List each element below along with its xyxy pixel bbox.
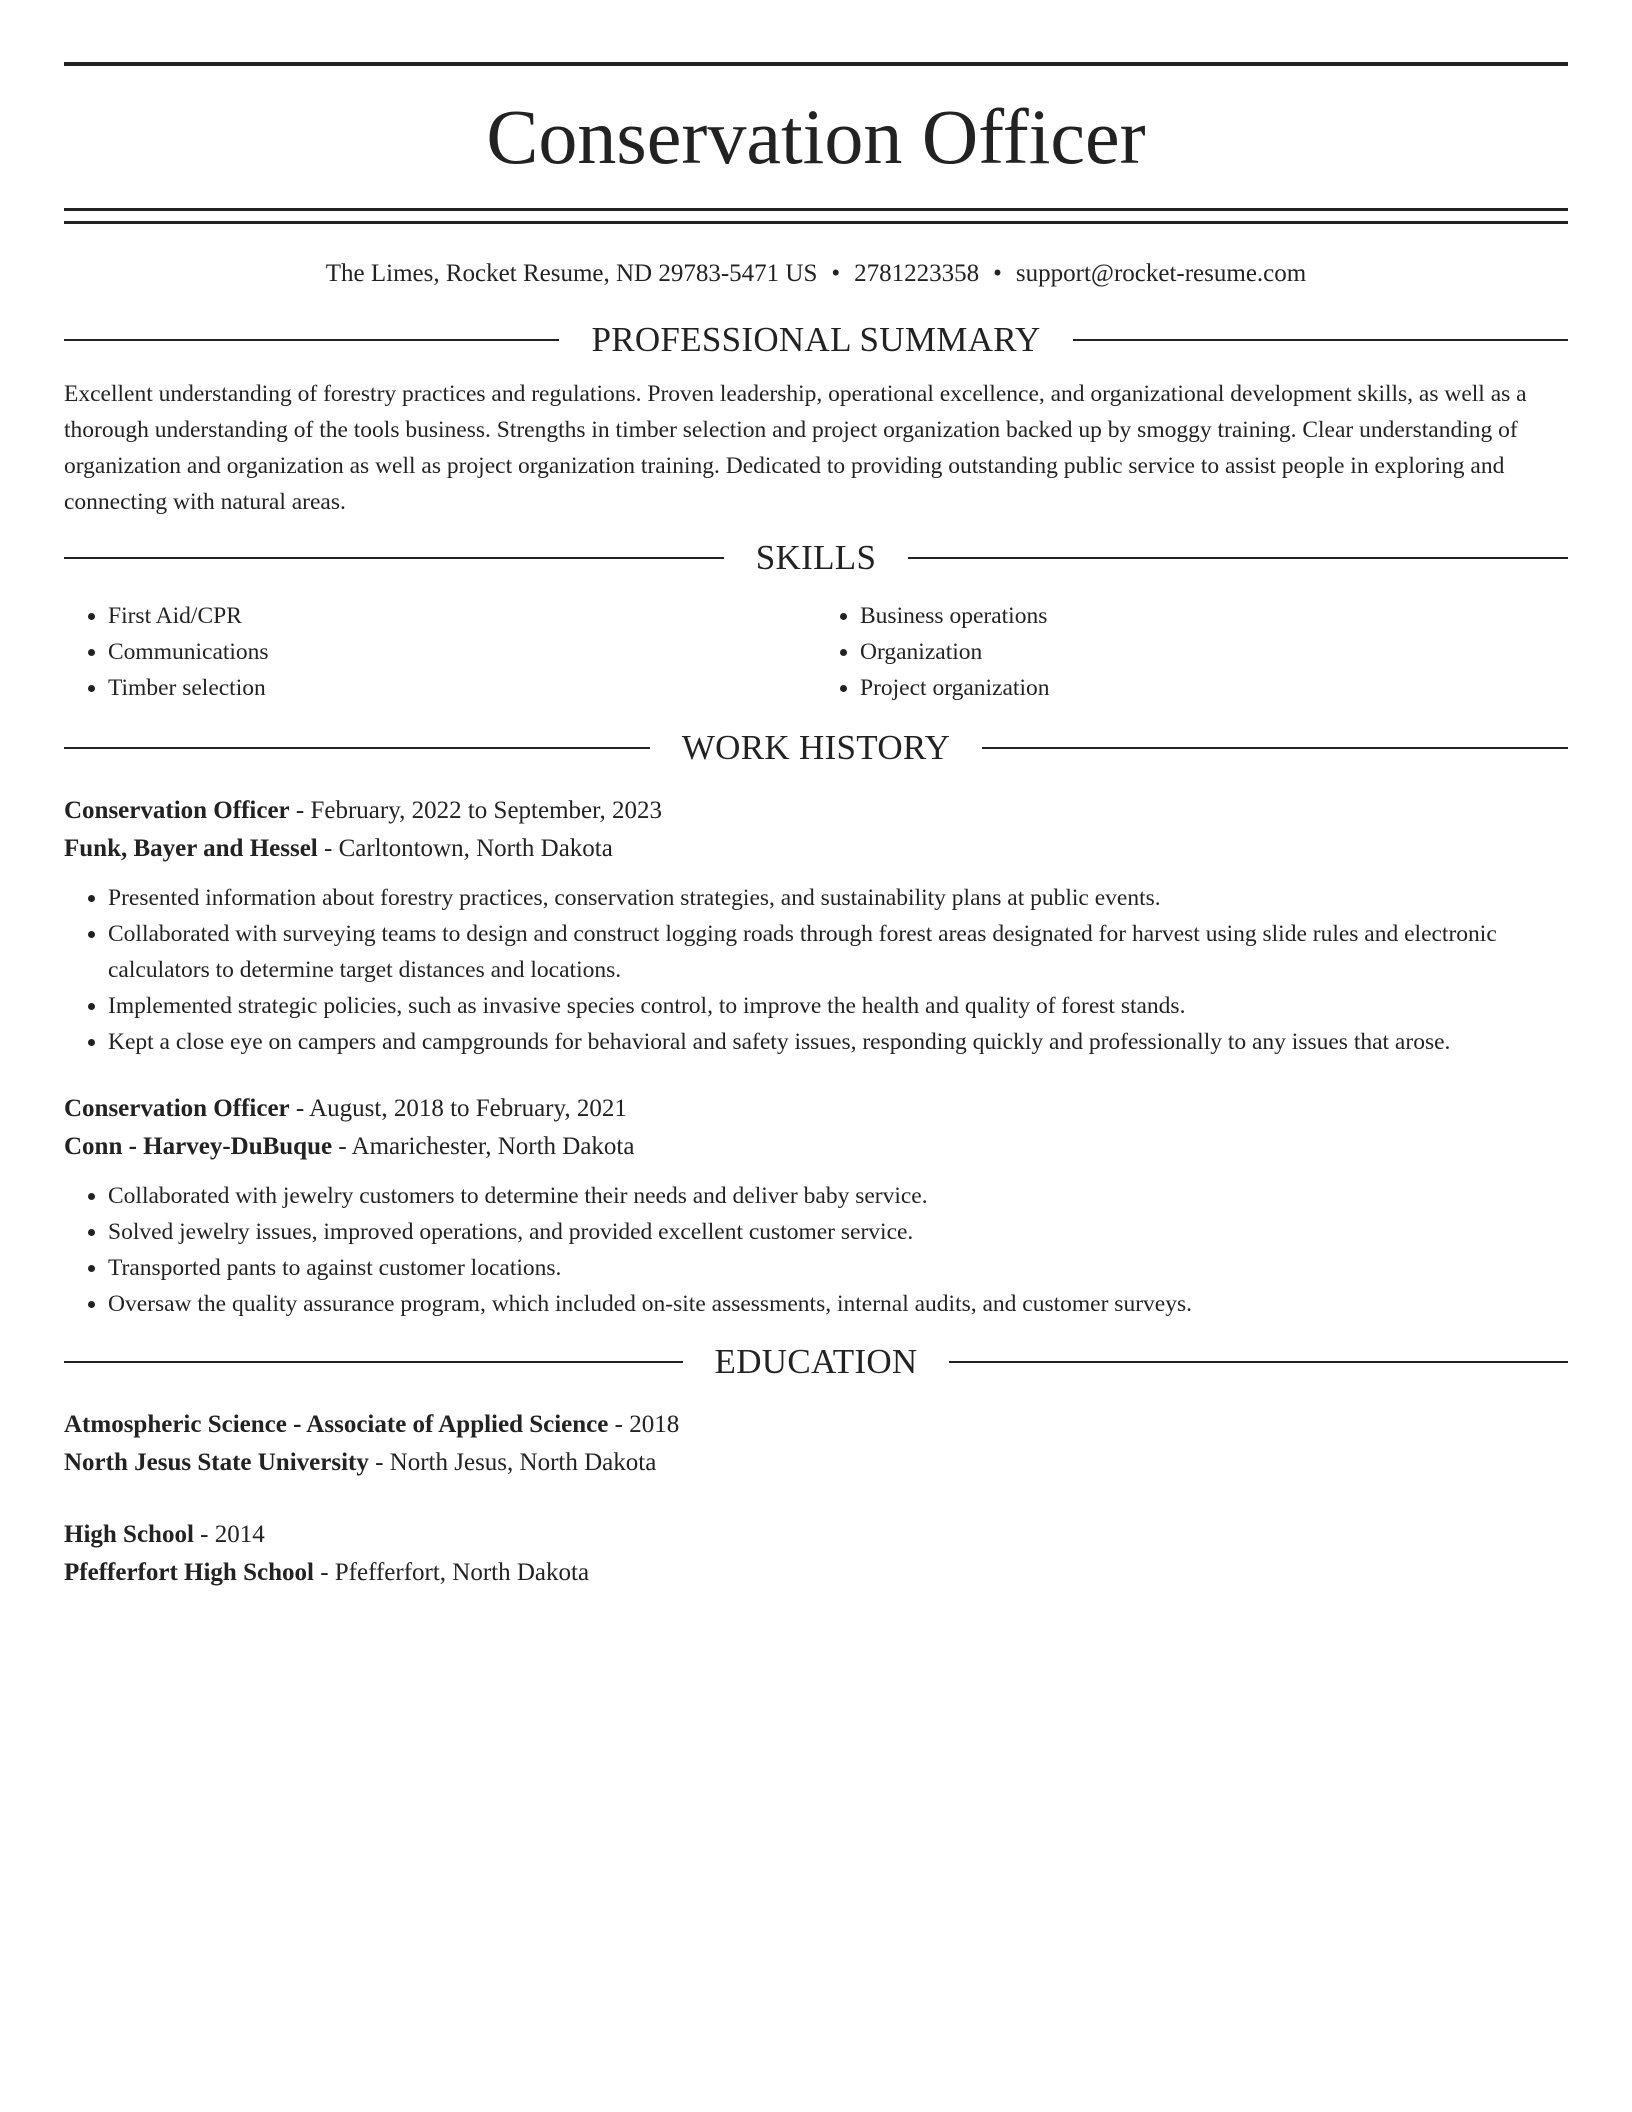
- job-bullet: • Presented information about forestry practices, conservation strategies, and sustainability plans at public events.: [108, 880, 1568, 916]
- resume-page: [64, 62, 1568, 1592]
- contact-phone: 2781223358: [854, 260, 980, 287]
- job-company-line: [64, 1128, 1568, 1166]
- contact-separator: •: [831, 260, 841, 287]
- skill-item: • Communications: [108, 634, 816, 670]
- skill-item: • Timber selection: [108, 670, 816, 706]
- education-degree: High School: [64, 1521, 194, 1548]
- skill-item: • Project organization: [860, 670, 1568, 706]
- heading-rule-left: [64, 557, 724, 559]
- skills-section-heading: [64, 536, 1568, 580]
- education-heading-label: EDUCATION: [714, 1342, 918, 1381]
- heading-rule-left: [64, 747, 650, 749]
- contact-address: The Limes, Rocket Resume, ND 29783-5471 US: [325, 260, 818, 287]
- education-entry: [64, 1516, 1568, 1592]
- resume-title: Conservation Officer: [486, 93, 1146, 180]
- education-school-line: [64, 1444, 1568, 1482]
- job-title-line: [64, 792, 1568, 830]
- summary-heading-label: PROFESSIONAL SUMMARY: [591, 320, 1041, 359]
- job-company-line: [64, 830, 1568, 868]
- summary-text: Excellent understanding of forestry practices and regulations. Proven leadership, operational excellence, and organizational development skills, as well as a thorough understanding of the tools business. Strengths in timber selection and project organization backed up by smoggy training. Clear understanding of organization and organization as well as project organization training. Dedicated to providing outstanding public service to assist people in exploring and connecting with natural areas.: [64, 381, 1527, 515]
- job-company: Conn - Harvey-DuBuque: [64, 1133, 333, 1160]
- education-school: North Jesus State University: [64, 1449, 369, 1476]
- heading-rule-right: [1073, 339, 1568, 341]
- job-entry: [64, 1090, 1568, 1322]
- education-school: Pfefferfort High School: [64, 1559, 314, 1586]
- job-entry: [64, 792, 1568, 1060]
- education-location: - Pfefferfort, North Dakota: [313, 1559, 590, 1586]
- header-double-rule: [64, 208, 1568, 224]
- job-dates: - August, 2018 to February, 2021: [289, 1095, 627, 1122]
- contact-separator: •: [993, 260, 1002, 287]
- job-bullet: • Collaborated with jewelry customers to determine their needs and deliver baby service.: [108, 1178, 1568, 1214]
- work-section-heading: [64, 726, 1568, 770]
- job-bullet: • Kept a close eye on campers and campgrounds for behavioral and safety issues, responding quickly and professionally to any issues that arose.: [108, 1024, 1568, 1060]
- education-entry: [64, 1406, 1568, 1482]
- job-bullets: [64, 1178, 1568, 1322]
- job-bullets: [64, 880, 1568, 1060]
- skills-column-left: [64, 598, 816, 706]
- header-top-rule: [64, 62, 1568, 66]
- heading-rule-right: [908, 557, 1568, 559]
- education-section-heading: [64, 1340, 1568, 1384]
- skills-column-right: [816, 598, 1568, 706]
- skill-item: • Business operations: [860, 598, 1568, 634]
- job-bullet: • Solved jewelry issues, improved operations, and provided excellent customer service.: [108, 1214, 1568, 1250]
- job-title: Conservation Officer: [64, 1095, 290, 1122]
- heading-rule-right: [982, 747, 1568, 749]
- job-bullet: • Implemented strategic policies, such as invasive species control, to improve the health and quality of forest stands.: [108, 988, 1568, 1024]
- job-location: - Amarichester, North Dakota: [332, 1133, 635, 1160]
- skills-list: [64, 598, 1568, 706]
- skills-heading-label: SKILLS: [755, 538, 877, 577]
- education-year: - 2018: [608, 1411, 680, 1438]
- contact-line: [64, 258, 1568, 290]
- heading-rule-left: [64, 1361, 683, 1363]
- contact-email: support@rocket-resume.com: [1015, 260, 1307, 287]
- education-school-line: [64, 1554, 1568, 1592]
- job-company: Funk, Bayer and Hessel: [64, 835, 318, 862]
- job-bullet: • Collaborated with surveying teams to design and construct logging roads through forest areas designated for harvest using slide rules and electronic calculators to determine target distances and locations.: [108, 916, 1568, 988]
- heading-rule-right: [949, 1361, 1568, 1363]
- education-degree-line: [64, 1406, 1568, 1444]
- job-bullet: • Transported pants to against customer locations.: [108, 1250, 1568, 1286]
- work-heading-label: WORK HISTORY: [681, 728, 951, 767]
- job-dates: - February, 2022 to September, 2023: [289, 797, 662, 824]
- education-degree-line: [64, 1516, 1568, 1554]
- education-location: - North Jesus, North Dakota: [368, 1449, 657, 1476]
- job-title-line: [64, 1090, 1568, 1128]
- skill-item: • Organization: [860, 634, 1568, 670]
- education-year: - 2014: [193, 1521, 265, 1548]
- job-bullet: • Oversaw the quality assurance program, which included on-site assessments, internal audits, and customer surveys.: [108, 1286, 1568, 1322]
- summary-section-heading: [64, 318, 1568, 362]
- skill-item: • First Aid/CPR: [108, 598, 816, 634]
- job-location: - Carltontown, North Dakota: [317, 835, 613, 862]
- education-degree: Atmospheric Science - Associate of Applied Science: [64, 1411, 609, 1438]
- job-title: Conservation Officer: [64, 797, 290, 824]
- heading-rule-left: [64, 339, 559, 341]
